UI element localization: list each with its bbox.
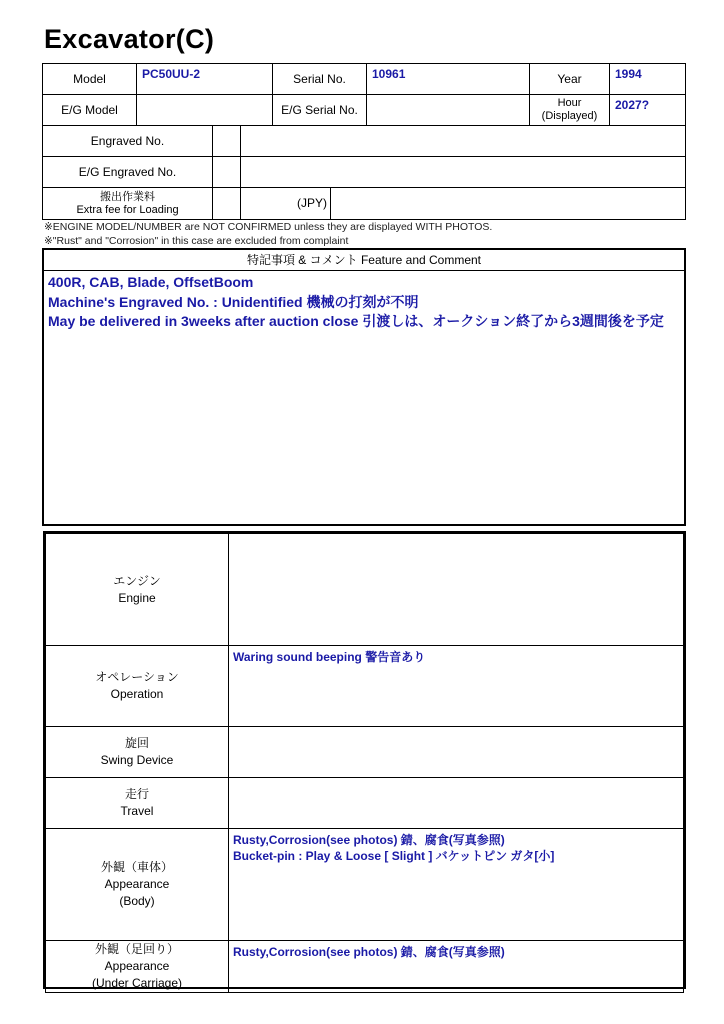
condition-text bbox=[229, 941, 684, 993]
condition-name-jp: 外観（足回り） bbox=[94, 942, 179, 956]
comment-line-3: May be delivered in 3weeks after auction close 引渡しは、オークション終了から3週間後を予定 bbox=[48, 313, 664, 329]
eg-engraved-check-cell bbox=[213, 157, 241, 188]
condition-name-jp: オペレーション bbox=[95, 670, 179, 684]
eg-model-label: E/G Model bbox=[43, 95, 137, 126]
condition-name bbox=[46, 727, 229, 778]
note-rust: ※"Rust" and "Corrosion" in this case are excluded from complaint bbox=[44, 235, 349, 247]
condition-table bbox=[45, 533, 684, 993]
comment-heading: 特記事項 & コメント Feature and Comment bbox=[44, 250, 684, 271]
condition-name-en: Appearance bbox=[104, 877, 170, 891]
condition-name bbox=[46, 829, 229, 941]
note-engine: ※ENGINE MODEL/NUMBER are NOT CONFIRMED unless they are displayed WITH PHOTOS. bbox=[44, 221, 493, 233]
engraved-value bbox=[241, 126, 686, 157]
condition-row-body bbox=[46, 829, 684, 941]
condition-row-swing bbox=[46, 727, 684, 778]
condition-name bbox=[46, 778, 229, 829]
condition-text bbox=[229, 534, 684, 646]
condition-text-line1: Rusty,Corrosion(see photos) 錆、腐食(写真参照) bbox=[233, 833, 505, 847]
eg-engraved-label: E/G Engraved No. bbox=[43, 157, 213, 188]
hour-label-line1: Hour bbox=[557, 97, 582, 109]
condition-name bbox=[46, 646, 229, 727]
info-table bbox=[42, 63, 686, 126]
condition-name-en: Travel bbox=[120, 804, 154, 818]
comment-line-2: Machine's Engraved No. : Unidentified 機械の打刻が不明 bbox=[48, 293, 419, 310]
engraved-table bbox=[42, 125, 686, 220]
condition-text bbox=[229, 778, 684, 829]
comment-box bbox=[42, 248, 686, 526]
extra-fee-value bbox=[241, 188, 686, 220]
condition-name-en2: (Under Carriage) bbox=[91, 976, 183, 990]
year-label: Year bbox=[530, 64, 610, 95]
hour-value: 2027? bbox=[610, 95, 686, 126]
currency-label: (JPY) bbox=[241, 188, 331, 219]
condition-row-undercarriage bbox=[46, 941, 684, 993]
page-title: Excavator(C) bbox=[44, 24, 215, 54]
serial-label: Serial No. bbox=[273, 64, 367, 95]
condition-text-line2: Bucket-pin : Play & Loose [ Slight ] バケットピン ガタ[小] bbox=[233, 849, 555, 863]
engraved-label: Engraved No. bbox=[43, 126, 213, 157]
comment-line-1: 400R, CAB, Blade, OffsetBoom bbox=[48, 274, 254, 290]
year-value: 1994 bbox=[610, 64, 686, 95]
extra-fee-label-en: Extra fee for Loading bbox=[76, 203, 179, 216]
condition-box bbox=[43, 531, 686, 989]
engraved-check-cell bbox=[213, 126, 241, 157]
condition-text bbox=[229, 646, 684, 727]
extra-fee-spacer bbox=[213, 188, 241, 220]
eg-engraved-value bbox=[241, 157, 686, 188]
condition-name-jp: エンジン bbox=[113, 573, 161, 588]
condition-row-engine bbox=[46, 534, 684, 646]
condition-text-line1: Waring sound beeping 警告音あり bbox=[233, 650, 426, 664]
condition-name-en: Swing Device bbox=[100, 753, 174, 767]
eg-serial-value bbox=[367, 95, 530, 126]
extra-fee-label bbox=[43, 188, 213, 220]
hour-label bbox=[530, 95, 610, 126]
condition-name-jp: 走行 bbox=[124, 787, 149, 801]
serial-value: 10961 bbox=[367, 64, 530, 95]
comment-body bbox=[44, 271, 684, 334]
eg-model-value bbox=[137, 95, 273, 126]
condition-name-jp: 旋回 bbox=[124, 736, 149, 750]
condition-name-en2: (Body) bbox=[119, 894, 155, 908]
condition-name-jp: 外観（車体） bbox=[100, 860, 173, 874]
extra-fee-label-jp: 搬出作業料 bbox=[100, 190, 155, 203]
model-value: PC50UU-2 bbox=[137, 64, 273, 95]
condition-name-en: Engine bbox=[118, 590, 156, 605]
condition-name bbox=[46, 534, 229, 646]
model-label: Model bbox=[43, 64, 137, 95]
condition-text-line1: Rusty,Corrosion(see photos) 錆、腐食(写真参照) bbox=[233, 945, 505, 959]
eg-serial-label: E/G Serial No. bbox=[273, 95, 367, 126]
condition-name-en: Appearance bbox=[104, 959, 170, 973]
condition-row-operation bbox=[46, 646, 684, 727]
condition-name bbox=[46, 941, 229, 993]
extra-fee-amount bbox=[331, 188, 685, 219]
condition-row-travel bbox=[46, 778, 684, 829]
condition-text bbox=[229, 829, 684, 941]
condition-text bbox=[229, 727, 684, 778]
condition-name-en: Operation bbox=[110, 687, 164, 701]
hour-label-line2: (Displayed) bbox=[541, 110, 598, 122]
